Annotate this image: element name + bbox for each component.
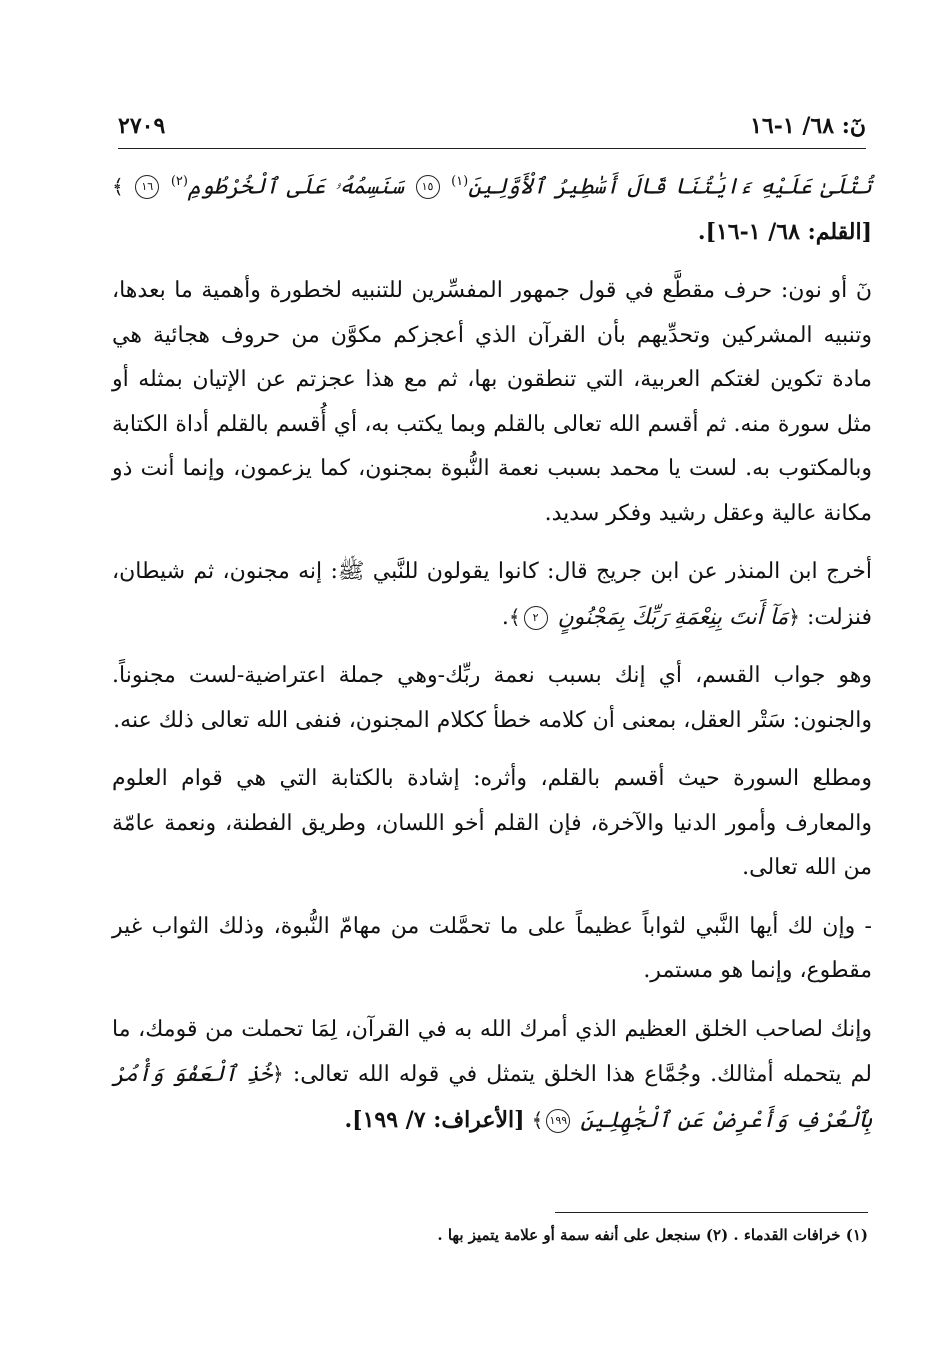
closing-ornament: ﴾ [508,604,521,629]
page-header [118,108,866,144]
ayah-number-15: ١٥ [416,175,440,199]
ayah-number-16: ١٦ [135,175,159,199]
opening-ornament: ﴿ [272,1062,284,1087]
quran-quote-199: خُذِ ٱلْعَفْوَ وَأْمُرْ بِٱلْعُرْفِ وَأَعْرِضْ عَنِ ٱلْجَٰهِلِينَ [112,1062,872,1133]
footnotes: (١) خرافات القدماء . (٢) سنجعل على أنفه سمة أو علامة يتميز بها . [437,1226,868,1244]
paragraph-3: وهو جواب القسم، أي إنك بسبب نعمة ربِّك-وهي جملة اعتراضية-لست مجنوناً. والجنون: سَتْر العقل، بمعنى أن كلامه خطأ ككلام المجنون، فنفى الله تعالى ذلك عنه. [112,663,872,733]
verse-reference: [القلم: ٦٨/ ١-١٦]. [697,218,872,245]
ayah-number-2: ٢ [524,606,548,630]
verse-reference: [الأعراف: ٧/ ١٩٩]. [344,1106,525,1133]
ayah-number-199: ١٩٩ [546,1109,570,1133]
header-divider [118,148,866,149]
footnote-marker-2: (٢) [170,174,188,189]
opening-ornament: ﴿ [788,604,800,629]
closing-ornament: ﴾ [112,174,124,199]
surah-reference: نٓ: ٦٨/ ١-١٦ [750,113,866,139]
quran-quote-2: مَآ أَنتَ بِنِعْمَةِ رَبِّكَ بِمَجْنُونٍ [557,604,789,630]
footnote-marker-1: (١) [451,174,469,189]
verse-block [112,160,872,255]
paragraph-6 [112,1008,872,1144]
page-number: ٢٧٠٩ [118,113,166,139]
main-text [112,160,872,1157]
footnote-divider [555,1212,868,1213]
paragraph-4: ومطلع السورة حيث أقسم بالقلم، وأثره: إشادة بالكتابة التي هي قوام العلوم والمعارف وأمور الدنيا والآخرة، فإن القلم أخو اللسان، وطريق الفطنة، ونعمة عامّة من الله تعالى. [112,766,872,881]
verse-text-15: تُتْلَىٰ عَلَيْهِ ءَايَٰتُنَا قَالَ أَسَٰطِيرُ ٱلْأَوَّلِينَ [468,174,872,200]
paragraph-2-lead: أخرج ابن المنذر عن ابن جريج قال: كانوا يقولون للنَّبي ﷺ: إنه مجنون، ثم شيطان، فنزلت: [112,559,872,630]
paragraph-2 [112,550,872,640]
closing-ornament: ﴾ [531,1107,544,1132]
paragraph-1: نٓ أو نون: حرف مقطَّع في قول جمهور المفسِّرين للتنبيه لخطورة وأهمية ما بعدها، وتنبيه المشركين وتحدِّيهم بأن القرآن الذي أعجزكم مكوَّن من حروف هجائية هي مادة تكوين لغتكم العربية، التي تنطقون بها، ثم مع هذا عجزتم عن الإتيان بمثله أو مثل سورة منه. ثم أقسم الله تعالى بالقلم وبما يكتب به، أي أُقسم بالقلم أداة الكتابة وبالمكتوب به. لست يا محمد بسبب نعمة النُّبوة بمجنون، كما يزعمون، وإنما أنت ذو مكانة عالية وعقل رشيد وفكر سديد. [112,278,872,526]
paragraph-5: - وإن لك أيها النَّبي لثواباً عظيماً على ما تحمَّلت من مهامّ النُّبوة، وذلك الثواب غير مقطوع، وإنما هو مستمر. [112,913,872,984]
verse-text-16: سَنَسِمُهُۥ عَلَى ٱلْخُرْطُومِ [187,174,404,200]
paragraph-6-lead: وإنك لصاحب الخلق العظيم الذي أمرك الله به في القرآن، لِمَا تحملت من قومك، ما لم يتحمله أمثالك. وجُمَّاع هذا الخلق يتمثل في قوله الله تعالى: [112,1016,872,1088]
paragraph-2-tail: . [501,604,509,630]
